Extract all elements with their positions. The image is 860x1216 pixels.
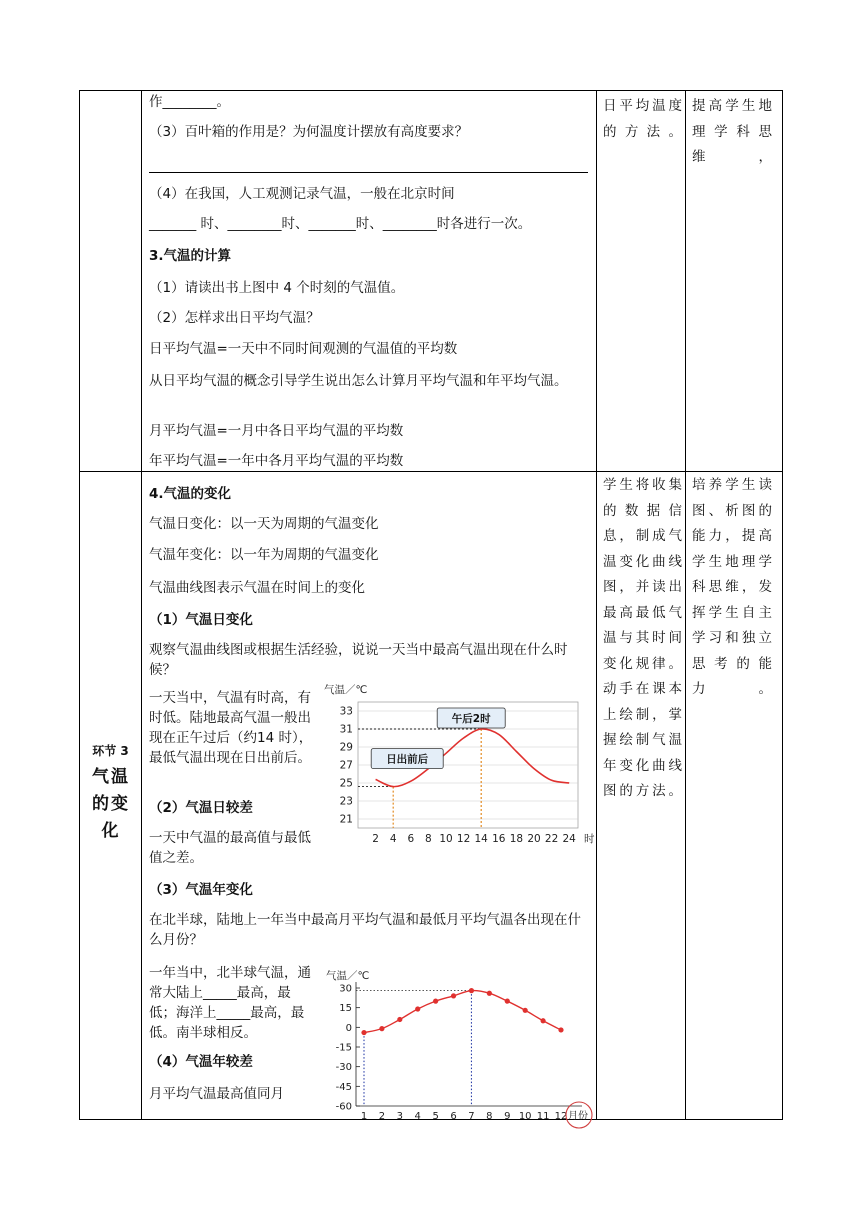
question-text: 观察气温曲线图或根据生活经验，说说一天当中最高气温出现在什么时候？ bbox=[149, 642, 568, 678]
paragraph-text: 从日平均气温的概念引导学生说出怎么计算月平均气温和年平均气温。 bbox=[149, 373, 568, 389]
x-tick-label: 20 bbox=[527, 833, 541, 845]
formula-text: 日平均气温=一天中不同时间观测的气温值的平均数 bbox=[149, 341, 458, 357]
paragraph-text: 一天当中，气温有时高，有时低。陆地最高气温一般出现在正午过后（约14 时），最低气温出现在日出前后。 bbox=[149, 690, 313, 766]
answer-underline bbox=[149, 172, 588, 173]
table-col-divider-1 bbox=[141, 90, 142, 1120]
x-axis-label: 月份 bbox=[568, 1111, 588, 1122]
y-tick-label: -15 bbox=[335, 1042, 352, 1054]
x-tick-label: 3 bbox=[396, 1111, 404, 1122]
data-point bbox=[361, 1030, 366, 1035]
data-point bbox=[487, 991, 492, 996]
student-activity-text: 学生将收集的数据信息，制成气温变化曲线图，并读出最高最低气温与其时间变化规律。动手在课本上绘制，掌握绘制气温年变化曲线图的方法。 bbox=[603, 477, 682, 799]
x-tick-label: 7 bbox=[468, 1111, 475, 1122]
x-tick-label: 2 bbox=[378, 1111, 386, 1122]
x-tick-label: 9 bbox=[504, 1111, 511, 1122]
table-col-divider-3 bbox=[685, 90, 686, 1120]
x-tick-label: 12 bbox=[456, 833, 471, 845]
x-tick-label: 14 bbox=[474, 833, 488, 845]
y-tick-label: 0 bbox=[345, 1022, 352, 1034]
x-tick-label: 4 bbox=[389, 833, 397, 845]
callout-label: 日出前后 bbox=[386, 753, 429, 766]
y-tick-label: 27 bbox=[339, 759, 353, 772]
question-text: （2）怎样求出日平均气温？ bbox=[149, 310, 320, 326]
purpose-text: 提高学生地理学科思维， bbox=[692, 98, 772, 165]
paragraph-text: 一天中气温的最高值与最低值之差。 bbox=[149, 830, 311, 866]
x-tick-label: 16 bbox=[492, 833, 506, 845]
x-tick-label: 5 bbox=[432, 1111, 439, 1122]
question-text: 在北半球，陆地上一年当中最高月平均气温和最低月平均气温各出现在什么月份？ bbox=[149, 912, 581, 948]
y-axis-label: 气温／℃ bbox=[324, 684, 368, 696]
fill-blank-text: _______ 时、________时、_______时、________时各进行一次。 bbox=[149, 216, 532, 232]
x-tick-label: 2 bbox=[372, 833, 379, 845]
annual-temperature-chart bbox=[320, 966, 596, 1120]
y-tick-label: -60 bbox=[335, 1101, 352, 1113]
question-text: （3）百叶箱的作用是？为何温度计摆放有高度要求？ bbox=[149, 124, 469, 140]
x-tick-label: 10 bbox=[439, 833, 453, 845]
y-tick-label: -30 bbox=[335, 1062, 352, 1074]
stage-title: 气温的变化 bbox=[92, 767, 130, 841]
x-tick-label: 8 bbox=[486, 1111, 493, 1122]
x-tick-label: 1 bbox=[360, 1111, 368, 1122]
y-tick-label: 30 bbox=[339, 983, 352, 995]
table-border-right bbox=[782, 90, 783, 1120]
definition-text: 气温年变化：以一年为周期的气温变化 bbox=[149, 547, 379, 563]
y-tick-label: 21 bbox=[339, 813, 353, 826]
subsection-heading: （2）气温日较差 bbox=[149, 800, 253, 816]
x-tick-label: 18 bbox=[509, 833, 524, 845]
x-axis-label: 时 bbox=[584, 833, 595, 845]
table-col-divider-2 bbox=[596, 90, 597, 1120]
definition-text: 气温曲线图表示气温在时间上的变化 bbox=[149, 580, 365, 596]
data-point bbox=[397, 1017, 402, 1022]
formula-text: 月平均气温=一月中各日平均气温的平均数 bbox=[149, 423, 404, 439]
paragraph-text: 一年当中，北半球气温，通常大陆上_____最高，最低；海洋上_____最高，最低。南半球相反。 bbox=[149, 965, 311, 1041]
data-point bbox=[540, 1018, 545, 1023]
paragraph-text: 月平均气温最高值同月 bbox=[149, 1086, 284, 1102]
y-tick-label: 25 bbox=[339, 777, 353, 790]
data-point bbox=[558, 1027, 563, 1032]
data-point bbox=[379, 1026, 384, 1031]
data-point bbox=[415, 1006, 420, 1011]
data-point bbox=[451, 993, 456, 998]
callout-label: 午后2时 bbox=[451, 713, 491, 725]
formula-text: 年平均气温=一年中各月平均气温的平均数 bbox=[149, 453, 404, 469]
x-tick-label: 8 bbox=[425, 833, 432, 845]
y-tick-label: 15 bbox=[339, 1003, 352, 1015]
answer-line-text: 作________。 bbox=[149, 94, 230, 110]
section-heading: 4.气温的变化 bbox=[149, 486, 232, 502]
x-tick-label: 6 bbox=[407, 833, 415, 845]
x-tick-label: 24 bbox=[562, 833, 576, 845]
x-tick-label: 12 bbox=[554, 1111, 568, 1122]
temperature-curve bbox=[364, 991, 561, 1033]
x-tick-label: 11 bbox=[536, 1111, 550, 1122]
daily-temperature-chart bbox=[320, 680, 595, 850]
section-heading: 3.气温的计算 bbox=[149, 248, 232, 264]
y-tick-label: -45 bbox=[335, 1081, 352, 1093]
x-tick-label: 4 bbox=[414, 1111, 421, 1122]
y-tick-label: 29 bbox=[339, 741, 353, 754]
y-tick-label: 31 bbox=[339, 723, 353, 736]
table-border-top bbox=[79, 90, 783, 91]
y-tick-label: 33 bbox=[339, 705, 353, 718]
purpose-text: 培养学生读图、析图的能力，提高学生地理学科思维，发挥学生自主学习和独立思考的能力。 bbox=[692, 477, 772, 697]
x-tick-label: 6 bbox=[450, 1111, 457, 1122]
subsection-heading: （3）气温年变化 bbox=[149, 882, 253, 898]
data-point bbox=[469, 988, 474, 993]
subsection-heading: （1）气温日变化 bbox=[149, 612, 253, 628]
question-text: （4）在我国，人工观测记录气温，一般在北京时间 bbox=[149, 186, 455, 202]
y-axis-label: 气温／℃ bbox=[326, 970, 370, 982]
student-activity-text: 日平均温度的方法。 bbox=[603, 98, 682, 140]
stage-label: 环节 3 bbox=[92, 744, 129, 758]
x-tick-label: 22 bbox=[544, 833, 559, 845]
x-tick-label: 10 bbox=[518, 1111, 532, 1122]
data-point bbox=[433, 999, 438, 1004]
data-point bbox=[523, 1008, 528, 1013]
table-border-left bbox=[79, 90, 80, 1120]
data-point bbox=[505, 999, 510, 1004]
y-tick-label: 23 bbox=[339, 795, 353, 808]
definition-text: 气温日变化：以一天为周期的气温变化 bbox=[149, 516, 379, 532]
table-row-divider bbox=[79, 471, 783, 472]
question-text: （1）请读出书上图中 4 个时刻的气温值。 bbox=[149, 280, 405, 296]
subsection-heading: （4）气温年较差 bbox=[149, 1054, 253, 1070]
